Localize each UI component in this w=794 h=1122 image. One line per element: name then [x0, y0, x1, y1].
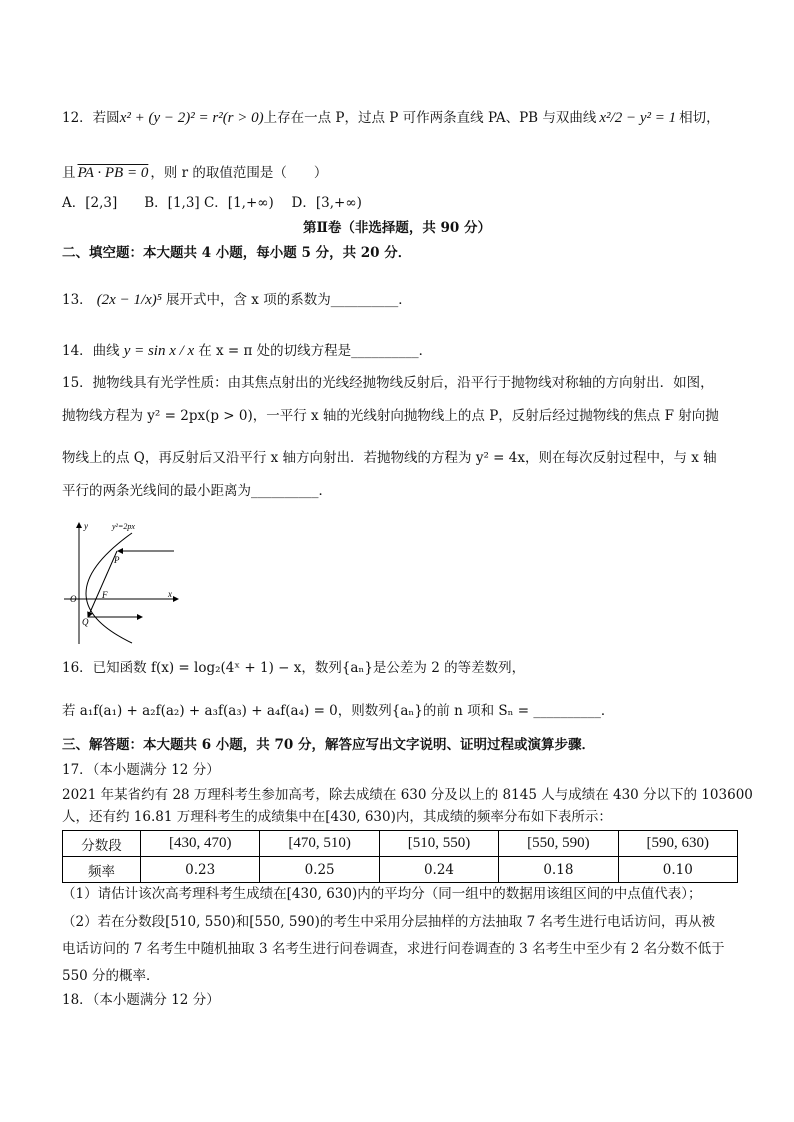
q16-line2: 若 a₁f(a₁) + a₂f(a₂) + a₃f(a₃) + a₄f(a₄) = 0，则数列{aₙ}的前 n 项和 Sₙ = __________． [62, 703, 615, 719]
q13-expression: (2x − 1/x)⁵ [96, 292, 162, 308]
table-cell: [430, 470) [141, 831, 260, 857]
table-row [63, 857, 738, 883]
q13-number: 13． [62, 292, 93, 308]
q16-line1: 16．已知函数 f(x) = log₂(4ˣ + 1) − x，数列{aₙ}是公差为 2 的等差数列， [62, 660, 526, 676]
q17-part2-line1: （2）若在分数段[510, 550)和[550, 590)的考生中采用分层抽样的方法抽取 7 名考生进行电话访问，再从被 [62, 914, 716, 930]
label-F: F [102, 590, 108, 600]
q14-text: 在 x = π 处的切线方程是__________． [198, 343, 433, 359]
q17-line1: 2021 年某省约有 28 万理科考生参加高考，除去成绩在 630 分及以上的 8145 人与成绩在 430 分以下的 103600 [62, 787, 753, 803]
q12-suffix: 相切， [679, 110, 720, 126]
q18-header: 18．（本小题满分 12 分） [62, 992, 220, 1008]
table-cell: 0.25 [260, 857, 379, 883]
section3-title: 三、解答题：本大题共 6 小题，共 70 分，解答应写出文字说明、证明过程或演算步骤． [62, 737, 595, 753]
q14-expression: y = sin x / x [123, 343, 195, 359]
frequency-table [62, 830, 738, 883]
circle-equation: x² + (y − 2)² = r²(r > 0) [119, 110, 264, 126]
q12-line2-prefix: 且 [62, 165, 76, 181]
table-cell: 0.18 [499, 857, 618, 883]
q15-line1: 15．抛物线具有光学性质：由其焦点射出的光线经抛物线反射后，沿平行于抛物线对称轴的方向射出．如图， [62, 375, 714, 391]
q17-part2-line2: 电话访问的 7 名考生中随机抽取 3 名考生进行问卷调查，求进行问卷调查的 3 名考生中至少有 2 名分数不低于 [62, 941, 725, 957]
focal-chord [88, 551, 117, 617]
label-Q: Q [82, 617, 89, 627]
label-y: y [84, 521, 88, 531]
table-header-label: 分数段 [63, 831, 141, 857]
table-cell: 0.10 [618, 857, 737, 883]
hyperbola-equation: x²/2 − y² = 1 [599, 110, 677, 126]
q15-line4: 平行的两条光线间的最小距离为__________． [62, 483, 332, 499]
q15-line2: 抛物线方程为 y² = 2px(p > 0)，一平行 x 轴的光线射向抛物线上的点 P，反射后经过抛物线的焦点 F 射向抛 [62, 408, 719, 424]
table-cell: [470, 510) [260, 831, 379, 857]
table-row [63, 831, 738, 857]
parabola-curve [86, 533, 132, 643]
table-header-label: 频率 [63, 857, 141, 883]
vector-dot-equation: PA · PB = 0 [77, 165, 149, 181]
q12-mid: 上存在一点 P，过点 P 可作两条直线 PA、PB 与双曲线 [263, 110, 597, 126]
q17-line2: 人，还有约 16.81 万理科考生的成绩集中在[430, 630)内，其成绩的频率分布如下表所示： [62, 809, 612, 825]
q14-prefix: 14．曲线 [62, 343, 120, 359]
q12-prefix: 12．若圆 [62, 110, 120, 126]
table-cell: 0.23 [141, 857, 260, 883]
label-O: O [70, 594, 77, 604]
table-cell: [590, 630) [618, 831, 737, 857]
parabola-diagram [62, 519, 182, 645]
q13-line [62, 290, 412, 310]
q12-line2-suffix: ，则 r 的取值范围是（ ） [150, 165, 328, 181]
q17-part2-line3: 550 分的概率． [62, 968, 160, 984]
label-x: x [168, 589, 172, 599]
q12-line1 [62, 108, 720, 128]
table-cell: [550, 590) [499, 831, 618, 857]
part2-title: 第Ⅱ卷（非选择题，共 90 分） [302, 220, 492, 236]
parabola-figure [62, 519, 182, 645]
q14-line [62, 341, 432, 361]
label-parabola-eq: y²=2px [112, 522, 135, 531]
q15-line3: 物线上的点 Q，再反射后又沿平行 x 轴方向射出．若抛物线的方程为 y² = 4x，则在每次反射过程中，与 x 轴 [62, 450, 717, 466]
table-cell: [510, 550) [379, 831, 498, 857]
q17-header: 17．（本小题满分 12 分） [62, 762, 220, 778]
section2-title: 二、填空题：本大题共 4 小题，每小题 5 分，共 20 分． [62, 245, 412, 261]
label-P: P [114, 555, 120, 565]
q12-options: A．[2,3] B．[1,3] C．[1,+∞) D．[3,+∞) [62, 195, 362, 211]
q17-part1: （1）请估计该次高考理科考生成绩在[430, 630)内的平均分（同一组中的数据用该组区间的中点值代表）； [62, 886, 702, 902]
q13-text: 展开式中，含 x 项的系数为__________． [166, 292, 412, 308]
q12-line2 [62, 163, 327, 183]
table-cell: 0.24 [379, 857, 498, 883]
